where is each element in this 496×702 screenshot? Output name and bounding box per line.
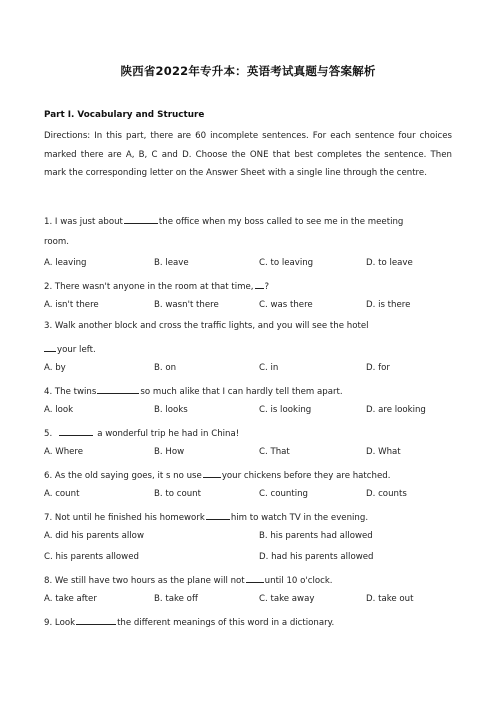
question-4-option-d: D. are looking [366,405,426,415]
question-6-text-after: your chickens before they are hatched. [221,471,391,481]
question-4-option-c: C. is looking [259,405,312,415]
question-3-option-c: C. in [259,363,279,373]
question-8-text-before: 8. We still have two hours as the plane will not [44,576,245,586]
directions-paragraph: Directions: In this part, there are 60 incomplete sentences. For each sentence four choices marked there are A, B, C and D. Choose the ONE that best completes the sentence. Then mark the corresponding letter on the Answer Sheet with a single line through the centre. [44,131,452,178]
question-1-option-b: B. leave [154,258,189,268]
question-2-text-before: 2. There wasn't anyone in the room at that time, [44,282,254,292]
document-title: 陕西省2022年专升本：英语考试真题与答案解析 [120,64,376,78]
question-3-text-after: your left. [57,345,96,355]
question-5-stem [44,426,454,439]
question-5-option-b: B. How [154,447,185,457]
question-3-option-d: D. for [366,363,390,373]
question-2-option-c: C. was there [259,300,313,310]
question-2-option-a: A. isn't there [44,300,99,310]
question-7-text-after: him to watch TV in the evening. [230,513,369,523]
question-7-text-before: 7. Not until he finished his homework [44,513,205,523]
answer-blank [124,214,158,224]
part-heading: Part I. Vocabulary and Structure [44,110,205,120]
question-4-text-after: so much alike that I can hardly tell them apart. [140,387,343,397]
question-7-option-a: A. did his parents allow [44,531,144,541]
question-9-text-after: the different meanings of this word in a dictionary. [117,618,335,628]
question-6-option-b: B. to count [154,489,201,499]
question-6-text-before: 6. As the old saying goes, it s no use [44,471,202,481]
question-7-option-c: C. his parents allowed [44,552,139,562]
answer-blank [76,615,116,625]
question-1-option-a: A. leaving [44,258,87,268]
question-1-stem [44,214,454,227]
question-3-option-a: A. by [44,363,66,373]
question-6-option-a: A. count [44,489,80,499]
question-2-stem [44,279,454,292]
question-6-stem [44,468,454,481]
question-8-text-after: until 10 o'clock. [264,576,333,586]
question-9-stem [44,615,454,628]
question-8-option-b: B. take off [154,594,198,604]
question-7-option-d: D. had his parents allowed [259,552,374,562]
question-5-option-a: A. Where [44,447,84,457]
question-2-option-d: D. is there [366,300,411,310]
question-9-text-before: 9. Look [44,618,76,628]
question-3-option-b: B. on [154,363,177,373]
question-1-text-before: 1. I was just about [44,217,123,227]
answer-blank [206,510,230,520]
question-6-option-c: C. counting [259,489,308,499]
question-4-text-before: 4. The twins [44,387,97,397]
question-5-text-before: 5. [44,429,53,439]
answer-blank [97,384,139,394]
answer-blank [255,279,264,289]
question-2-option-b: B. wasn't there [154,300,219,310]
question-8-option-a: A. take after [44,594,97,604]
answer-blank [44,342,56,352]
question-8-option-d: D. take out [366,594,414,604]
question-3-continuation [44,342,454,355]
question-5-text-after: a wonderful trip he had in China! [97,429,240,439]
question-2-text-after: ? [264,282,270,292]
answer-blank [246,573,264,583]
answer-blank [59,426,93,436]
question-4-option-b: B. looks [154,405,188,415]
question-5-option-d: D. What [366,447,401,457]
question-4-option-a: A. look [44,405,74,415]
question-7-stem [44,510,454,523]
question-1-continuation: room. [44,237,69,247]
answer-blank [203,468,221,478]
question-4-stem [44,384,454,397]
question-8-option-c: C. take away [259,594,315,604]
question-3-stem: 3. Walk another block and cross the traffic lights, and you will see the hotel [44,321,369,331]
question-8-stem [44,573,454,586]
question-1-option-c: C. to leaving [259,258,314,268]
question-1-option-d: D. to leave [366,258,413,268]
question-5-option-c: C. That [259,447,290,457]
question-1-text-after: the office when my boss called to see me in the meeting [158,217,404,227]
question-6-option-d: D. counts [366,489,407,499]
question-7-option-b: B. his parents had allowed [259,531,373,541]
